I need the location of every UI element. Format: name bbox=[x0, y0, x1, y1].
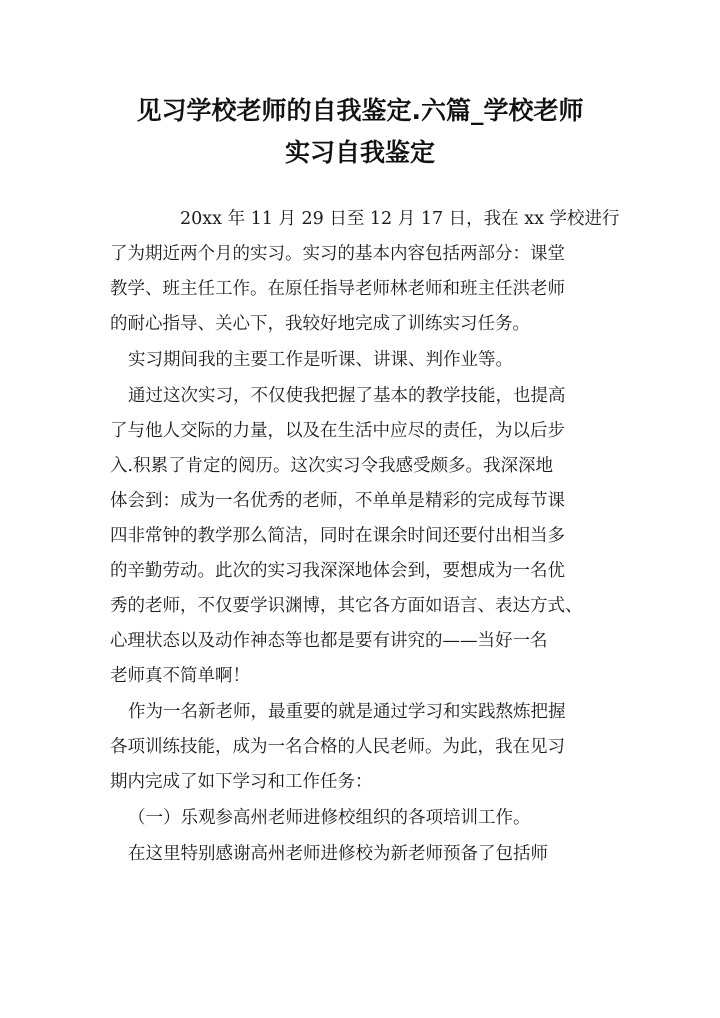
text-line: 心理状态以及动作神态等也都是要有讲究的——当好一名 bbox=[110, 631, 548, 651]
paragraph bbox=[110, 801, 610, 836]
document-body bbox=[110, 202, 620, 872]
text-line: 实习期间我的主要工作是听课、讲课、判作业等。 bbox=[128, 350, 513, 370]
text-line: 体会到：成为一名优秀的老师，不单单是精彩的完成每节课 bbox=[110, 491, 565, 511]
text-line: 在这里特别感谢高州老师进修校为新老师预备了包括师 bbox=[128, 844, 548, 864]
text-line: 作为一名新老师，最重要的就是通过学习和实践熬炼把握 bbox=[128, 702, 566, 722]
title-line: 见习学校老师的自我鉴定.六篇_学校老师 bbox=[136, 96, 584, 125]
title-line: 实习自我鉴定 bbox=[284, 138, 435, 167]
text-line: 通过这次实习，不仅使我把握了基本的教学技能，也提高 bbox=[128, 386, 566, 406]
paragraph bbox=[110, 695, 610, 800]
text-line: 秀的老师，不仅要学识渊博，其它各方面如语言、表达方式、 bbox=[110, 596, 583, 616]
text-line: 老师真不简单啊！ bbox=[110, 666, 250, 686]
text-line: 入.积累了肯定的阅历。这次实习令我感受颇多。我深深地 bbox=[110, 456, 554, 476]
text-line: 的耐心指导、关心下，我较好地完成了训练实习任务。 bbox=[110, 314, 530, 334]
text-line: 期内完成了如下学习和工作任务： bbox=[110, 772, 373, 792]
text-line: 了与他人交际的力量，以及在生活中应尽的责任，为以后步 bbox=[110, 421, 565, 441]
text-line: 四非常钟的教学那么简洁，同时在课余时间还要付出相当多 bbox=[110, 526, 565, 546]
text-line: 教学、班主任工作。在原任指导老师林老师和班主任洪老师 bbox=[110, 279, 565, 299]
document-title bbox=[110, 0, 610, 174]
paragraph bbox=[110, 202, 620, 342]
text-line: 了为期近两个月的实习。实习的基本内容包括两部分：课堂 bbox=[110, 244, 565, 264]
text-line: （一）乐观参高州老师进修校组织的各项培训工作。 bbox=[128, 808, 531, 828]
paragraph bbox=[110, 837, 610, 872]
paragraph bbox=[110, 343, 610, 378]
paragraph bbox=[110, 379, 610, 694]
text-line: 20xx 年 11 月 29 日至 12 月 17 日，我在 xx 学校进行 bbox=[180, 209, 620, 229]
text-line: 的辛勤劳动。此次的实习我深深地体会到，要想成为一名优 bbox=[110, 561, 565, 581]
text-line: 各项训练技能，成为一名合格的人民老师。为此，我在见习 bbox=[110, 737, 565, 757]
